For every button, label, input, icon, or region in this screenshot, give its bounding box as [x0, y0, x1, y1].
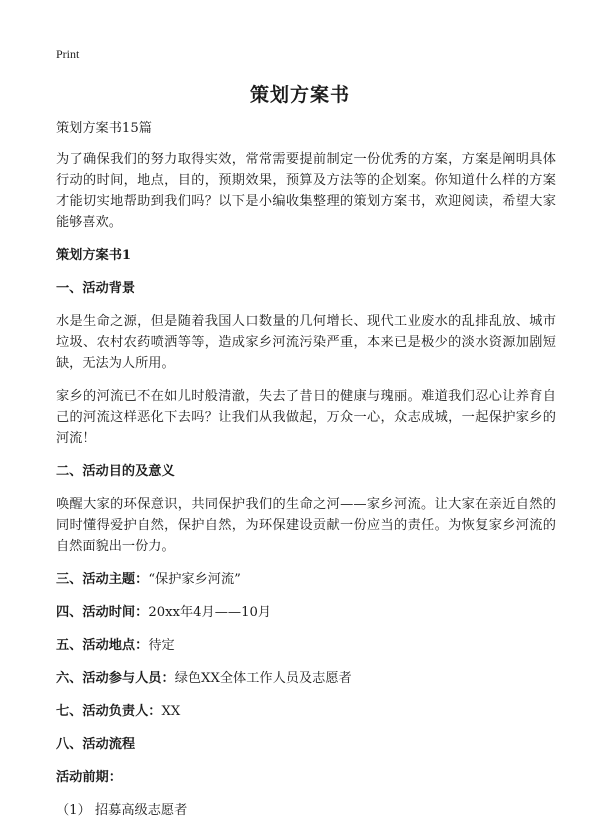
participants-label: 六、活动参与人员：: [56, 671, 175, 686]
background-paragraph-2: 家乡的河流已不在如儿时般清澈，失去了昔日的健康与瑰丽。难道我们忍心让养育自己的河流这样恶化下去吗？让我们从我做起，万众一心，众志成城，一起保护家乡的河流！: [56, 389, 556, 446]
page-title: 策划方案书: [249, 84, 350, 106]
place-value: 待定: [148, 638, 175, 653]
leader-value: XX: [161, 704, 181, 719]
early-stage-label: 活动前期：: [56, 770, 122, 785]
document-body: [56, 118, 556, 821]
intro-paragraph: 为了确保我们的努力取得实效，常常需要提前制定一份优秀的方案，方案是阐明具体行动的时间，地点，目的，预期效果，预算及方法等的企划案。你知道什么样的方案才能切实地帮助到我们吗？以下是小编收集整理的策划方案书，欢迎阅读，希望大家能够喜欢。: [56, 152, 556, 230]
heading-purpose: 二、活动目的及意义: [56, 464, 175, 479]
document-subtitle: 策划方案书15篇: [56, 121, 152, 136]
background-paragraph-1: 水是生命之源，但是随着我国人口数量的几何增长、现代工业废水的乱排乱放、城市垃圾、农村农药喷洒等等，造成家乡河流污染严重，本来已是极少的淡水资源加剧短缺，无法为人所用。: [56, 314, 556, 371]
heading-background: 一、活动背景: [56, 281, 136, 296]
participants-value: 绿色XX全体工作人员及志愿者: [174, 671, 352, 686]
theme-label: 三、活动主题：: [56, 572, 149, 587]
activity-place: [56, 635, 556, 656]
activity-time: [56, 602, 556, 623]
activity-leader: [56, 701, 556, 722]
purpose-paragraph: 唤醒大家的环保意识，共同保护我们的生命之河——家乡河流。让大家在亲近自然的同时懂得爱护自然，保护自然，为环保建设贡献一份应当的责任。为恢复家乡河流的自然面貌出一份力。: [56, 497, 556, 554]
place-label: 五、活动地点：: [56, 638, 149, 653]
activity-participants: [56, 668, 556, 689]
time-label: 四、活动时间：: [56, 605, 149, 620]
heading-process: 八、活动流程: [56, 737, 136, 752]
print-link[interactable]: Print: [56, 47, 80, 61]
theme-value: “保护家乡河流”: [148, 572, 241, 587]
section-title: 策划方案书1: [56, 248, 132, 263]
leader-label: 七、活动负责人：: [56, 704, 162, 719]
list-item: （1） 招募高级志愿者: [56, 803, 188, 818]
time-value: 20xx年4月——10月: [148, 605, 272, 620]
activity-theme: [56, 569, 556, 590]
